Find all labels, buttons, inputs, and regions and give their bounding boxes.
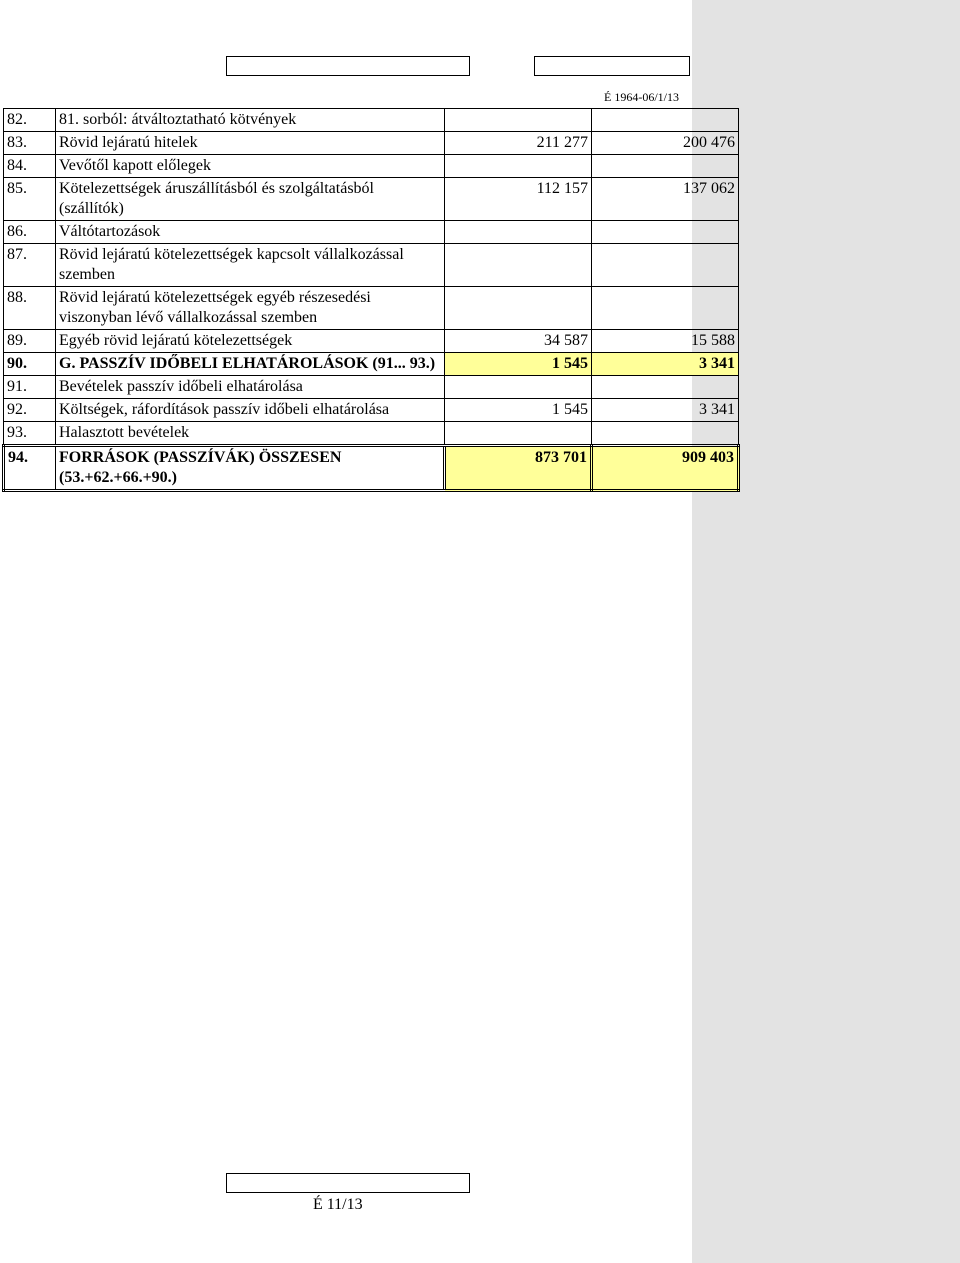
value-current-year: 3 341 <box>592 399 739 422</box>
row-number: 83. <box>4 132 56 155</box>
value-previous-year <box>445 422 592 446</box>
form-code: É 1964-06/1/13 <box>604 90 679 104</box>
table-row <box>4 330 739 353</box>
value-previous-year: 112 157 <box>445 178 592 221</box>
value-current-year: 15 588 <box>592 330 739 353</box>
value-current-year: 909 403 <box>592 446 739 491</box>
balance-sheet-table <box>2 108 740 492</box>
table-row <box>4 132 739 155</box>
value-previous-year <box>445 376 592 399</box>
table-row <box>4 155 739 178</box>
page-number: É 11/13 <box>313 1196 363 1213</box>
row-number: 86. <box>4 221 56 244</box>
row-number: 93. <box>4 422 56 446</box>
row-number: 91. <box>4 376 56 399</box>
row-label: Váltótartozások <box>56 221 445 244</box>
footer-field[interactable] <box>226 1173 470 1193</box>
value-previous-year: 1 545 <box>445 353 592 376</box>
value-current-year: 137 062 <box>592 178 739 221</box>
value-previous-year <box>445 109 592 132</box>
value-current-year: 3 341 <box>592 353 739 376</box>
row-label: FORRÁSOK (PASSZÍVÁK) ÖSSZESEN (53.+62.+66.+90.) <box>56 446 445 491</box>
table-row <box>4 399 739 422</box>
value-current-year: 200 476 <box>592 132 739 155</box>
value-previous-year <box>445 287 592 330</box>
value-previous-year: 211 277 <box>445 132 592 155</box>
row-label: Egyéb rövid lejáratú kötelezettségek <box>56 330 445 353</box>
row-number: 88. <box>4 287 56 330</box>
row-number: 85. <box>4 178 56 221</box>
row-label: G. PASSZÍV IDŐBELI ELHATÁROLÁSOK (91... 93.) <box>56 353 445 376</box>
row-number: 90. <box>4 353 56 376</box>
row-label: Költségek, ráfordítások passzív időbeli elhatárolása <box>56 399 445 422</box>
row-number: 84. <box>4 155 56 178</box>
table-row <box>4 287 739 330</box>
row-number: 94. <box>4 446 56 491</box>
table-row-total <box>4 446 739 491</box>
row-label: Vevőtől kapott előlegek <box>56 155 445 178</box>
table-row <box>4 178 739 221</box>
row-label: Kötelezettségek áruszállításból és szolgáltatásból (szállítók) <box>56 178 445 221</box>
value-current-year <box>592 155 739 178</box>
table-row <box>4 244 739 287</box>
value-current-year <box>592 109 739 132</box>
value-previous-year: 34 587 <box>445 330 592 353</box>
value-current-year <box>592 376 739 399</box>
table-row <box>4 376 739 399</box>
value-current-year <box>592 244 739 287</box>
value-previous-year: 1 545 <box>445 399 592 422</box>
row-label: Rövid lejáratú hitelek <box>56 132 445 155</box>
row-label: Halasztott bevételek <box>56 422 445 446</box>
row-label: Rövid lejáratú kötelezettségek egyéb részesedési viszonyban lévő vállalkozással szemben <box>56 287 445 330</box>
row-label: 81. sorból: átváltoztatható kötvények <box>56 109 445 132</box>
value-previous-year <box>445 244 592 287</box>
table-row <box>4 109 739 132</box>
row-number: 89. <box>4 330 56 353</box>
value-previous-year <box>445 221 592 244</box>
table-row-subtotal <box>4 353 739 376</box>
row-label: Rövid lejáratú kötelezettségek kapcsolt vállalkozással szemben <box>56 244 445 287</box>
table-row <box>4 422 739 446</box>
row-number: 87. <box>4 244 56 287</box>
row-number: 82. <box>4 109 56 132</box>
row-label: Bevételek passzív időbeli elhatárolása <box>56 376 445 399</box>
value-previous-year: 873 701 <box>445 446 592 491</box>
table-row <box>4 221 739 244</box>
header-field-1[interactable] <box>226 56 470 76</box>
row-number: 92. <box>4 399 56 422</box>
value-current-year <box>592 422 739 446</box>
header-field-2[interactable] <box>534 56 690 76</box>
value-current-year <box>592 221 739 244</box>
value-current-year <box>592 287 739 330</box>
value-previous-year <box>445 155 592 178</box>
